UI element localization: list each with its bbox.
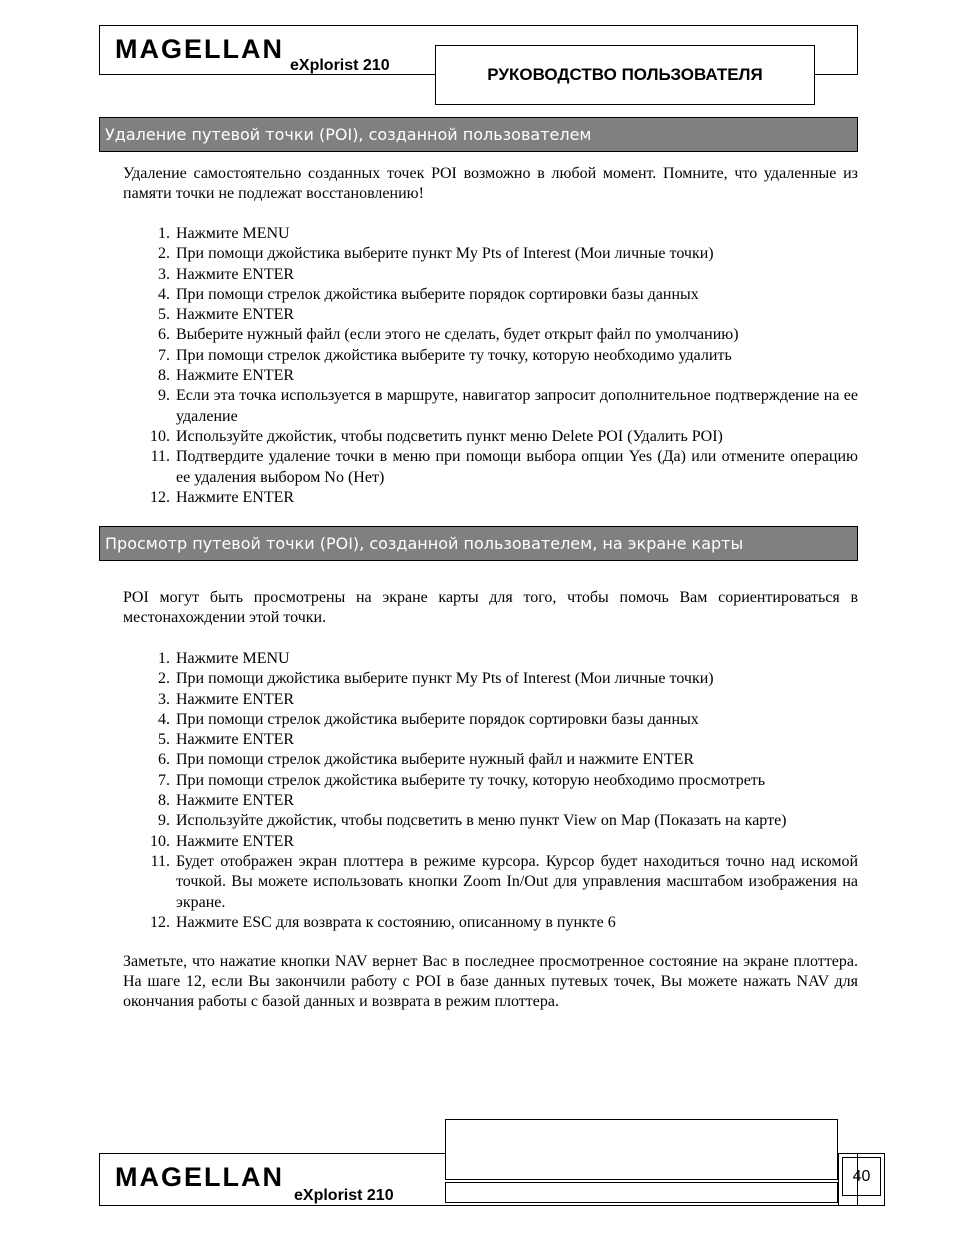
step-number: 11 . [123,447,170,467]
step-text: При помощи стрелок джойстика выберите порядок сортировки базы данных [176,710,699,728]
step-item [123,852,858,913]
step-number: 1 . [123,224,170,244]
step-number: 4 . [123,710,170,730]
step-text: При помощи стрелок джойстика выберите нужный файл и нажмите ENTER [176,751,695,769]
step-text: При помощи джойстика выберите пункт My Pts of Interest (Мои личные точки) [176,245,714,263]
step-number: 8 . [123,791,170,811]
step-text: Нажмите ENTER [176,731,295,749]
step-text: Нажмите ENTER [176,488,295,506]
step-number: 7 . [123,346,170,366]
step-number: 7 . [123,771,170,791]
step-text: Используйте джойстик, чтобы подсветить в меню пункт View on Map (Показать на карте) [176,812,787,830]
section-heading-delete-poi: Удаление путевой точки (POI), созданной пользователем [99,117,858,152]
header-model-name: eXplorist 210 [290,57,390,74]
step-number: 12 . [123,913,170,933]
step-number: 2 . [123,244,170,264]
step-number: 10 . [123,832,170,852]
step-item [123,649,858,669]
step-text: Нажмите ESC для возврата к состоянию, описанному в пункте 6 [176,913,616,931]
step-number: 6 . [123,750,170,770]
section2-note: Заметьте, что нажатие кнопки NAV вернет Вас в последнее просмотренное состояние на экране плоттера. На шаге 12, если Вы закончили работу с POI в базе данных путевых точек, Вы можете нажать NAV для окончания работы с базой данных и возврата в режим плоттера. [123,953,858,1010]
footer-model-name: eXplorist 210 [294,1187,394,1204]
step-item [123,346,858,366]
step-item [123,811,858,831]
step-item [123,669,858,689]
section1-steps-list [123,224,858,508]
step-item [123,710,858,730]
step-number: 9 . [123,386,170,406]
step-item [123,488,858,508]
step-number: 3 . [123,265,170,285]
step-item [123,224,858,244]
step-number: 5 . [123,730,170,750]
step-text: При помощи стрелок джойстика выберите ту точку, которую необходимо просмотреть [176,771,766,789]
step-item [123,305,858,325]
step-text: Нажмите MENU [176,650,290,667]
step-text: Выберите нужный файл (если этого не сделать, будет открыт файл по умолчанию) [176,326,739,344]
step-text: При помощи джойстика выберите пункт My Pts of Interest (Мои личные точки) [176,670,714,688]
step-text: Нажмите MENU [176,225,290,242]
section-heading-view-poi-on-map: Просмотр путевой точки (POI), созданной пользователем, на экране карты [99,526,858,561]
header-brand-logo: MAGELLAN [115,34,284,64]
step-item [123,386,858,427]
step-text: Нажмите ENTER [176,306,295,324]
footer-blank-box-top [445,1119,838,1180]
page-number: 40 [842,1157,881,1196]
step-item [123,447,858,488]
step-text: Нажмите ENTER [176,690,295,708]
footer-blank-box-bottom [445,1182,838,1203]
step-number: 6 . [123,325,170,345]
step-item [123,730,858,750]
step-number: 11 . [123,852,170,872]
step-item [123,427,858,447]
section2-intro: POI могут быть просмотрены на экране карты для того, чтобы помочь Вам сориентироваться в местонахождении этой точки. [123,589,858,626]
step-item [123,285,858,305]
guide-title-box [435,45,815,105]
step-text: Нажмите ENTER [176,265,295,283]
step-item [123,771,858,791]
step-number: 8 . [123,366,170,386]
step-item [123,832,858,852]
step-text: Нажмите ENTER [176,832,295,850]
footer-brand-logo: MAGELLAN [115,1162,284,1192]
step-number: 3 . [123,690,170,710]
section2-steps-list [123,649,858,933]
step-number: 9 . [123,811,170,831]
step-item [123,690,858,710]
step-text: Нажмите ENTER [176,792,295,810]
step-number: 2 . [123,669,170,689]
step-text: При помощи стрелок джойстика выберите порядок сортировки базы данных [176,285,699,303]
step-number: 4 . [123,285,170,305]
step-text: Используйте джойстик, чтобы подсветить пункт меню Delete POI (Удалить POI) [176,427,723,445]
step-number: 12 . [123,488,170,508]
step-number: 1 . [123,649,170,669]
step-text: Нажмите ENTER [176,367,295,385]
section1-intro: Удаление самостоятельно созданных точек POI возможно в любой момент. Помните, что удаленные из памяти точки не подлежат восстановлению! [123,165,858,202]
step-text: Будет отображен экран плоттера в режиме курсора. Курсор будет находиться точно над искомой точкой. Вы можете использовать кнопки Zoom In/Out для управления масштабом изображения на экране. [176,852,858,911]
step-item [123,325,858,345]
step-item [123,791,858,811]
guide-title: РУКОВОДСТВО ПОЛЬЗОВАТЕЛЯ [487,65,763,84]
step-number: 10 . [123,427,170,447]
step-item [123,913,858,933]
step-text: Если эта точка используется в маршруте, навигатор запросит дополнительное подтверждение на ее удаление [176,387,858,425]
step-text: Подтвердите удаление точки в меню при помощи выбора опции Yes (Да) или отмените операцию ее удаления выбором No (Нет) [176,448,858,486]
step-text: При помощи стрелок джойстика выберите ту точку, которую необходимо удалить [176,346,732,364]
step-number: 5 . [123,305,170,325]
step-item [123,750,858,770]
step-item [123,244,858,264]
step-item [123,366,858,386]
step-item [123,265,858,285]
